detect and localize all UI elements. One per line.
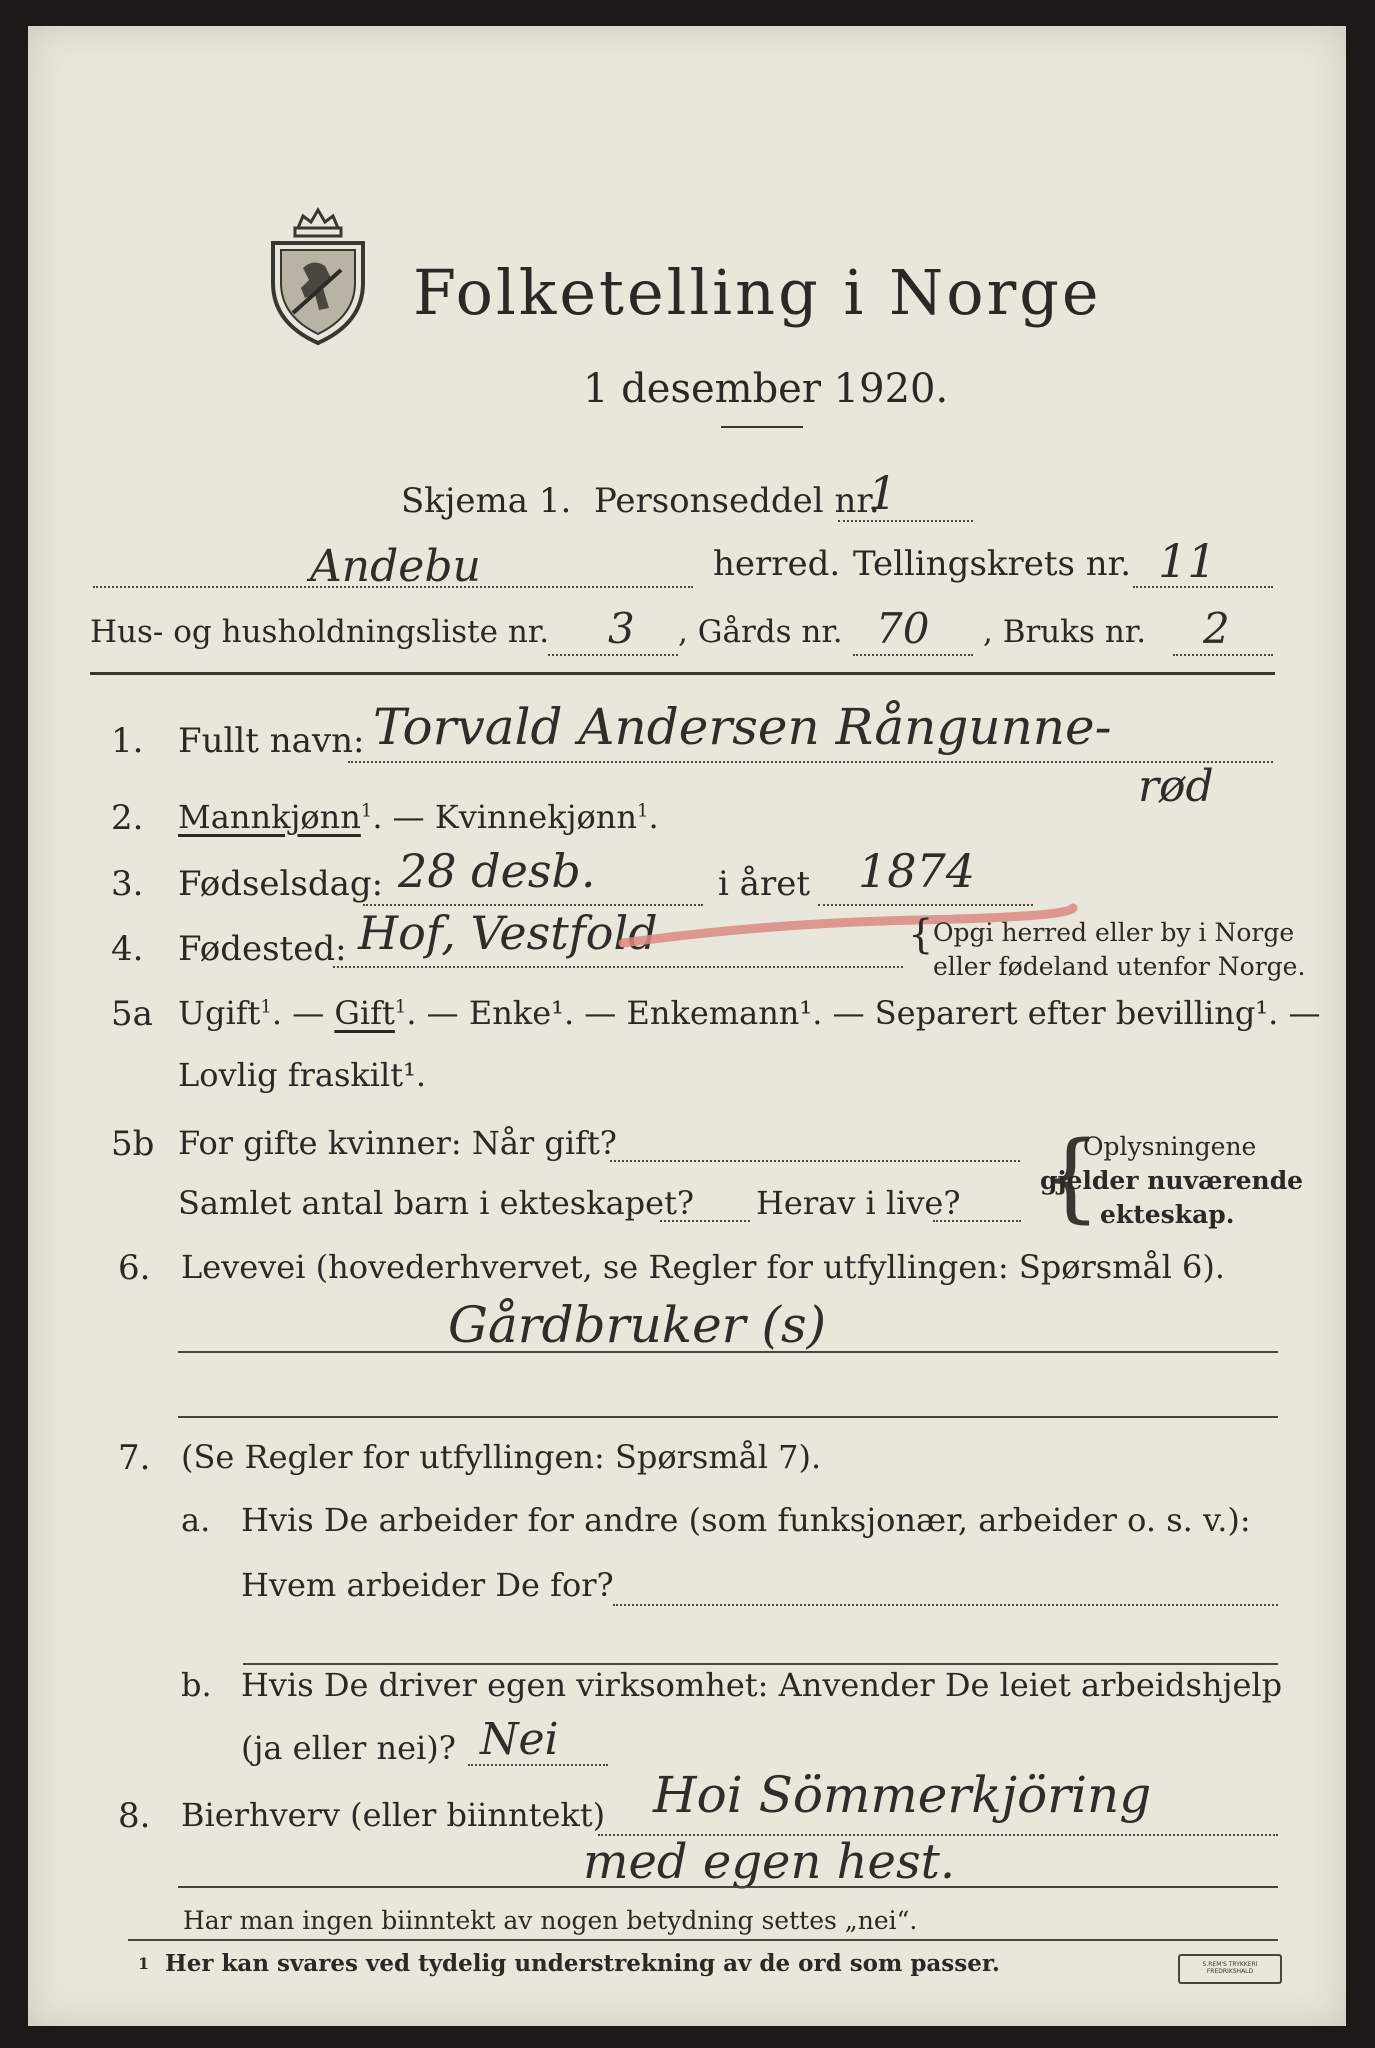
q3-label: Fødselsdag: — [178, 864, 384, 904]
gards-value[interactable]: 70 — [876, 604, 930, 653]
q5b-note-2: gjelder nuværende — [1040, 1166, 1304, 1195]
footnote-text: Her kan svares ved tydelig understrekning av de ord som passer. — [165, 1950, 1000, 1977]
option-gift[interactable]: Gift — [334, 994, 395, 1032]
q8-label: Bierhverv (eller biinntekt) — [181, 1796, 606, 1834]
q5b-brace: { — [1040, 1121, 1102, 1233]
q7a-line-1 — [613, 1604, 1278, 1606]
bruks-value[interactable]: 2 — [1203, 604, 1230, 653]
q1-value[interactable]: Torvald Andersen Rångunne- — [373, 698, 1112, 756]
personseddel-value[interactable]: 1 — [868, 466, 898, 520]
q5b-alive-line — [933, 1220, 1021, 1222]
q8-number: 8. — [118, 1796, 151, 1836]
bruks-line — [1173, 654, 1273, 656]
q6-label: Levevei (hovederhvervet, se Regler for utfyllingen: Spørsmål 6). — [181, 1248, 1226, 1286]
coat-of-arms-icon — [253, 198, 383, 348]
footer-divider — [128, 1939, 1278, 1941]
q5a-number: 5a — [111, 994, 153, 1034]
q5b-label-1: For gifte kvinner: Når gift? — [178, 1124, 617, 1162]
q8-line-2 — [178, 1886, 1278, 1888]
q4-label: Fødested: — [178, 929, 347, 969]
tellingskrets-value[interactable]: 11 — [1158, 534, 1217, 588]
q7a-letter: a. — [181, 1501, 211, 1539]
q7a-text: Hvis De arbeider for andre (som funksjonær, arbeider o. s. v.): — [241, 1501, 1251, 1539]
q4-note-1: Opgi herred eller by i Norge — [933, 918, 1295, 947]
q6-value[interactable]: Gårdbruker (s) — [448, 1296, 827, 1354]
footnote-number: 1 — [138, 1954, 150, 1973]
q5b-label-2: Samlet antal barn i ekteskapet? — [178, 1184, 695, 1222]
q7b-value[interactable]: Nei — [480, 1714, 559, 1765]
printer-stamp: S.REM'S TRYKKERI FREDRIKSHALD — [1178, 1954, 1282, 1984]
q1-value-continued[interactable]: rød — [1138, 761, 1214, 812]
bruks-label: , Bruks nr. — [983, 614, 1147, 650]
header-divider — [90, 672, 1275, 675]
q4-line — [333, 966, 903, 968]
q1-label: Fullt navn: — [178, 721, 365, 761]
title-divider — [721, 426, 803, 428]
q1-line — [348, 761, 1273, 763]
q3-year-value[interactable]: 1874 — [858, 844, 976, 898]
personseddel-line — [838, 520, 973, 522]
census-date: 1 desember 1920. — [583, 366, 949, 412]
gards-line — [853, 654, 973, 656]
gards-label: , Gårds nr. — [678, 614, 843, 650]
q3-value[interactable]: 28 desb. — [398, 844, 596, 898]
footer-note: Har man ingen biinntekt av nogen betydning settes „nei“. — [183, 1906, 918, 1935]
hus-line — [548, 654, 678, 656]
q6-number: 6. — [118, 1248, 151, 1288]
q7a-line-2 — [243, 1663, 1278, 1665]
q2-options: Mannkjønn$^1$. — Kvinnekjønn$^1$. — [178, 798, 659, 836]
q7b-text-2: (ja eller nei)? — [241, 1729, 456, 1767]
q5b-gift-line — [610, 1160, 1020, 1162]
q3-number: 3. — [111, 864, 144, 904]
q3-year-label: i året — [718, 864, 810, 904]
q4-number: 4. — [111, 929, 144, 969]
q5b-label-3: Herav i live? — [756, 1184, 961, 1222]
q5a-line2: Lovlig fraskilt¹. — [178, 1056, 427, 1094]
q2-number: 2. — [111, 798, 144, 838]
form-title: Folketelling i Norge — [413, 256, 1102, 329]
q4-brace: { — [908, 912, 934, 958]
q5b-note-3: ekteskap. — [1100, 1200, 1235, 1229]
q5a-options: Ugift$^1$. — Gift$^1$. — Enke¹. — Enkemann¹. — Separert efter bevilling¹. — — [178, 994, 1321, 1032]
hus-value[interactable]: 3 — [608, 604, 635, 653]
option-mannkjonn[interactable]: Mannkjønn — [178, 798, 361, 836]
herred-label: herred. — [713, 544, 841, 584]
q8-value-1[interactable]: Hoi Sömmerkjöring — [653, 1766, 1152, 1824]
personseddel-label: Personseddel nr. — [594, 481, 880, 521]
q5b-children-line — [660, 1220, 750, 1222]
q5b-note-1: Oplysningene — [1083, 1132, 1257, 1161]
q7b-text: Hvis De driver egen virksomhet: Anvender De leiet arbeidshjelp — [241, 1666, 1283, 1704]
q6-line-2 — [178, 1416, 1278, 1418]
q7b-letter: b. — [181, 1666, 212, 1704]
q4-note-2: eller fødeland utenfor Norge. — [933, 952, 1306, 981]
census-form — [28, 26, 1346, 2026]
herred-value[interactable]: Andebu — [310, 541, 481, 592]
q7-number: 7. — [118, 1438, 151, 1478]
q4-value[interactable]: Hof, Vestfold — [358, 906, 658, 960]
hus-label: Hus- og husholdningsliste nr. — [90, 614, 550, 650]
q8-value-2[interactable]: med egen hest. — [583, 1834, 956, 1890]
q7a-text-2: Hvem arbeider De for? — [241, 1566, 614, 1604]
schema-label: Skjema 1. — [401, 481, 572, 521]
q5b-number: 5b — [111, 1124, 155, 1164]
q1-number: 1. — [111, 721, 144, 761]
q6-line-1 — [178, 1351, 1278, 1353]
q7-label: (Se Regler for utfyllingen: Spørsmål 7). — [181, 1438, 822, 1476]
tellingskrets-label: Tellingskrets nr. — [853, 544, 1132, 584]
